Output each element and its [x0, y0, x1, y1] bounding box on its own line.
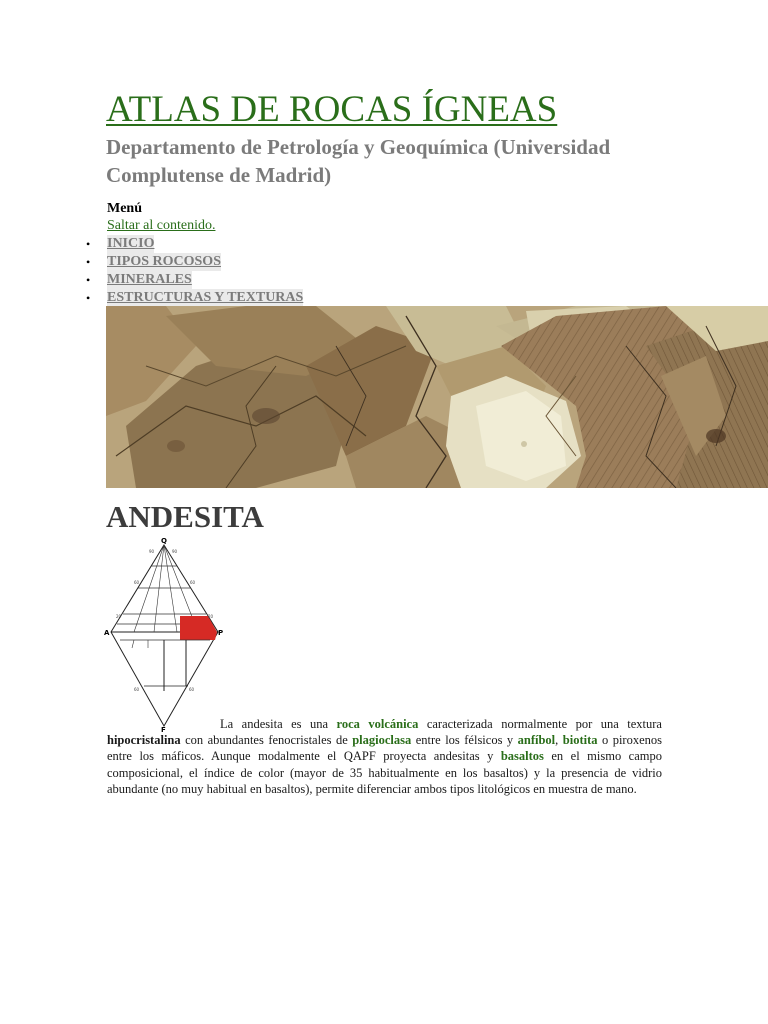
bullet-icon: •: [86, 273, 91, 287]
text-segment: ,: [555, 733, 563, 748]
nav-link-estructuras-texturas[interactable]: ESTRUCTURAS Y TEXTURAS: [107, 290, 304, 305]
svg-text:60: 60: [190, 580, 196, 585]
svg-text:90: 90: [172, 549, 178, 554]
nav-link-minerales[interactable]: MINERALES: [107, 272, 192, 287]
skip-to-content-link[interactable]: Saltar al contenido.: [107, 218, 216, 233]
text-segment: o piroxenos entre los máficos. Aunque modalmente el QAPF proyecta andesitas y: [107, 733, 662, 764]
header-banner-image: [106, 306, 768, 488]
bullet-icon: •: [86, 291, 91, 305]
svg-text:90: 90: [149, 549, 155, 554]
site-title: [106, 88, 557, 132]
menu-title: Menú: [107, 201, 142, 216]
svg-text:20: 20: [116, 614, 122, 619]
link-plagioclasa[interactable]: plagioclasa: [352, 733, 412, 748]
svg-text:60: 60: [134, 687, 140, 692]
text-segment: en el mismo campo composicional, el índice de color (mayor de 35 habitualmente en los basaltos) y la presencia de vidrio abundante (no muy habitual en basaltos), permite diferenciar ambos tipos litológicos en muestra de mano.: [107, 749, 663, 796]
vertex-f-label: F: [161, 726, 166, 732]
text-segment: caracterizada normalmente por una textura: [418, 717, 662, 731]
term-hipocristalina: hipocristalina: [107, 733, 181, 748]
bullet-icon: •: [86, 255, 91, 269]
link-biotita[interactable]: biotita: [562, 733, 598, 748]
text-segment: con abundantes fenocristales de: [180, 733, 353, 748]
text-segment: La andesita es una: [220, 717, 337, 731]
entry-title: ANDESITA: [106, 499, 264, 534]
svg-text:60: 60: [189, 687, 195, 692]
andesite-field: [180, 616, 217, 640]
qapf-diagram: [104, 536, 226, 732]
link-basaltos[interactable]: basaltos: [500, 749, 544, 764]
svg-text:20: 20: [208, 614, 214, 619]
vertex-q-label: Q: [161, 537, 167, 545]
link-roca-volcanica[interactable]: roca volcánica: [336, 717, 419, 731]
nav-link-tipos-rocosos[interactable]: TIPOS ROCOSOS: [107, 254, 221, 269]
text-segment: entre los félsicos y: [411, 733, 518, 748]
svg-text:60: 60: [134, 580, 140, 585]
andesite-description: [107, 716, 662, 797]
bullet-icon: •: [86, 237, 91, 251]
vertex-a-label: A: [104, 629, 110, 637]
site-description: Departamento de Petrología y Geoquímica (Universidad Complutense de Madrid): [106, 135, 611, 187]
vertex-p-label: P: [218, 629, 224, 637]
nav-link-inicio[interactable]: INICIO: [107, 236, 155, 251]
site-title-link[interactable]: ATLAS DE ROCAS ÍGNEAS: [106, 89, 558, 130]
link-anfibol[interactable]: anfíbol: [517, 733, 556, 748]
